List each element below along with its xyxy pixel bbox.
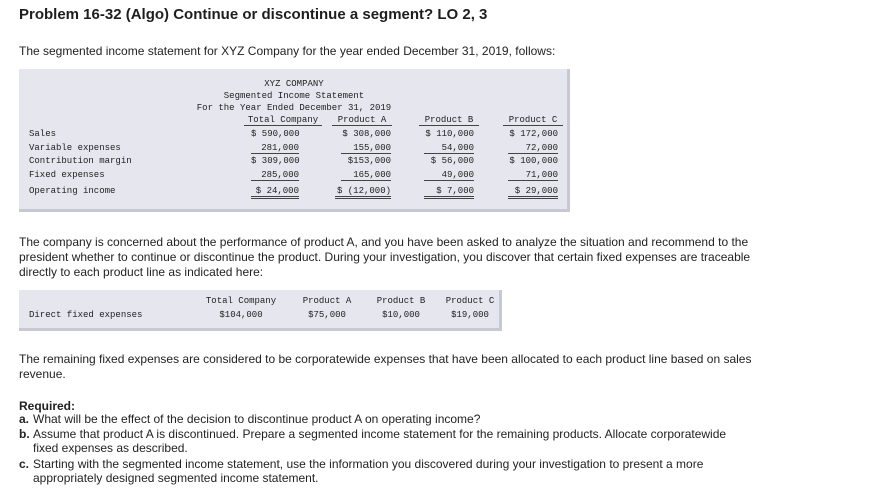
column-header: Product C (445, 296, 495, 306)
cell: $ 172,000 (509, 129, 558, 139)
required-item-c (19, 457, 753, 485)
item-label: c. (19, 457, 30, 471)
required-heading: Required: (19, 399, 76, 413)
intro-text: The segmented income statement for XYZ Company for the year ended December 31, 2019, follows: (19, 44, 556, 58)
cell: 285,000 (251, 170, 299, 181)
cell: 165,000 (341, 170, 391, 181)
cell: 71,000 (508, 170, 558, 181)
column-header: Product B (419, 115, 479, 126)
cell: 281,000 (251, 143, 299, 154)
cell: $ 29,000 (508, 186, 558, 199)
row-label: Variable expenses (29, 143, 121, 153)
column-header: Product A (332, 115, 392, 126)
cell: $ 110,000 (425, 129, 474, 139)
required-item-b (19, 427, 753, 455)
column-header: Total Company (205, 296, 277, 306)
cell: $104,000 (219, 310, 263, 320)
cell: $ 590,000 (251, 129, 300, 139)
cell: $ (12,000) (335, 186, 391, 199)
item-label: b. (19, 427, 30, 441)
cell: 54,000 (424, 143, 474, 154)
column-header: Product C (503, 115, 563, 126)
column-header: Product B (376, 296, 426, 306)
row-label: Sales (29, 129, 57, 139)
item-text: Assume that product A is discontinued. Prepare a segmented income statement for the remaining products. Allocate corporatewide fixed expenses as described. (33, 427, 727, 455)
item-label: a. (19, 412, 30, 426)
cell: 155,000 (341, 143, 391, 154)
cell: $153,000 (347, 156, 391, 166)
direct-fixed-expenses-table (19, 290, 502, 331)
column-header: Total Company (244, 115, 322, 126)
statement-name: Segmented Income Statement (223, 91, 365, 101)
cell: $10,000 (382, 310, 420, 320)
cell: 72,000 (508, 143, 558, 154)
column-header: Product A (302, 296, 352, 306)
concern-text: The company is concerned about the performance of product A, and you have been asked to analyze the situation and recommend to the president whether to continue or discontinue the product. During your investigation, you discover that certain fixed expenses are traceable directly to each product line as indicated here: (19, 235, 751, 279)
row-label: Fixed expenses (29, 170, 105, 180)
cell: $ 56,000 (430, 156, 474, 166)
cell: $ 308,000 (342, 129, 391, 139)
cell: 49,000 (424, 170, 474, 181)
cell: $75,000 (308, 310, 346, 320)
row-label: Direct fixed expenses (29, 310, 143, 320)
row-label: Contribution margin (29, 156, 132, 166)
remaining-text: The remaining fixed expenses are considered to be corporatewide expenses that have been allocated to each product line based on sales revenue. (19, 352, 752, 381)
item-text: Starting with the segmented income statement, use the information you discovered during your investigation to present a more appropriately designed segmented income statement. (33, 457, 704, 485)
income-statement-table (19, 69, 570, 212)
cell: $ 100,000 (509, 156, 558, 166)
item-text: What will be the effect of the decision to discontinue product A on operating income? (33, 412, 481, 426)
required-item-a (19, 412, 753, 426)
statement-period: For the Year Ended December 31, 2019 (196, 103, 392, 113)
cell: $ 309,000 (251, 156, 300, 166)
row-label: Operating income (29, 186, 116, 196)
page-title: Problem 16-32 (Algo) Continue or discontinue a segment? LO 2, 3 (19, 6, 488, 23)
statement-company: XYZ COMPANY (264, 79, 324, 89)
cell: $19,000 (451, 310, 489, 320)
cell: $ 24,000 (251, 186, 299, 199)
cell: $ 7,000 (424, 186, 474, 199)
